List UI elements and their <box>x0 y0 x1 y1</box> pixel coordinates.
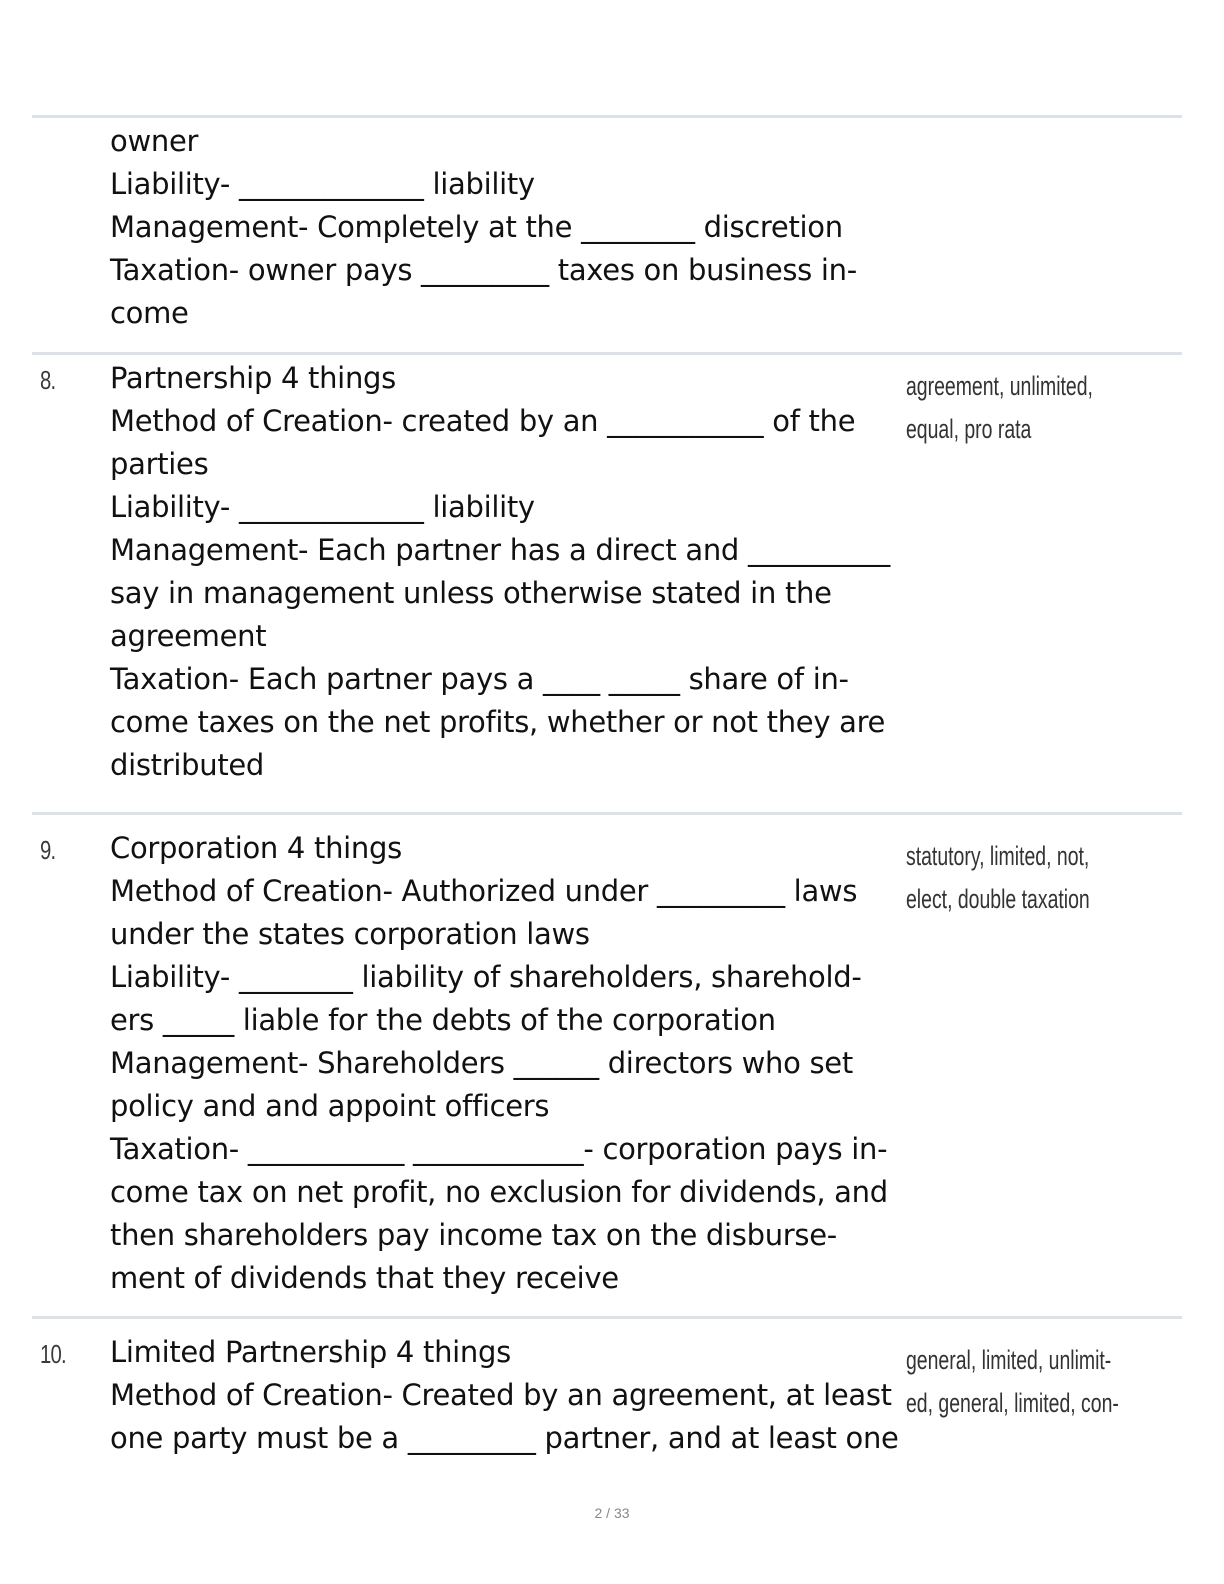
question-line: parties <box>110 447 209 481</box>
card-7-question <box>110 120 900 335</box>
card-number: 9. <box>40 835 56 865</box>
answer-line: elect, double taxation <box>906 884 1090 914</box>
question-line: Management- Each partner has a direct and __________ <box>110 533 890 567</box>
question-line: owner <box>110 124 199 158</box>
question-line: Method of Creation- Authorized under _________ laws <box>110 874 858 908</box>
card-number: 8. <box>40 365 56 395</box>
question-line: say in management unless otherwise stated in the <box>110 576 832 610</box>
question-line: Method of Creation- Created by an agreement, at least <box>110 1378 892 1412</box>
answer-line: agreement, unlimited, <box>906 371 1093 401</box>
question-line: ment of dividends that they receive <box>110 1261 619 1295</box>
question-line: Corporation 4 things <box>110 831 402 865</box>
question-line: Partnership 4 things <box>110 361 396 395</box>
question-line: Liability- ________ liability of shareholders, sharehold- <box>110 960 862 994</box>
question-line: Management- Completely at the ________ discretion <box>110 210 843 244</box>
question-line: Liability- _____________ liability <box>110 490 535 524</box>
divider <box>32 812 1182 815</box>
question-line: Taxation- Each partner pays a ____ _____ share of in- <box>110 662 849 696</box>
question-line: policy and and appoint officers <box>110 1089 550 1123</box>
card-10-answer <box>906 1339 1122 1425</box>
answer-line: ed, general, limited, con- <box>906 1388 1119 1418</box>
divider <box>32 115 1182 118</box>
question-line: come tax on net profit, no exclusion for dividends, and <box>110 1175 888 1209</box>
question-line: Method of Creation- created by an ___________ of the <box>110 404 856 438</box>
card-8-question <box>110 357 900 787</box>
question-line: come <box>110 296 189 330</box>
question-line: Liability- _____________ liability <box>110 167 535 201</box>
question-line: ers _____ liable for the debts of the corporation <box>110 1003 776 1037</box>
page-indicator: 2 / 33 <box>594 1505 630 1521</box>
question-line: come taxes on the net profits, whether or not they are <box>110 705 886 739</box>
divider <box>32 1316 1182 1319</box>
question-line: under the states corporation laws <box>110 917 590 951</box>
answer-line: statutory, limited, not, <box>906 841 1090 871</box>
question-line: Taxation- owner pays _________ taxes on business in- <box>110 253 857 287</box>
question-line: Limited Partnership 4 things <box>110 1335 511 1369</box>
card-9-answer <box>906 835 1122 921</box>
question-line: one party must be a _________ partner, and at least one <box>110 1421 899 1455</box>
question-line: agreement <box>110 619 267 653</box>
question-line: Management- Shareholders ______ directors who set <box>110 1046 853 1080</box>
answer-line: general, limited, unlimit- <box>906 1345 1112 1375</box>
card-number: 10. <box>40 1339 66 1369</box>
question-line: Taxation- ___________ ____________- corporation pays in- <box>110 1132 888 1166</box>
card-10-question <box>110 1331 900 1460</box>
card-9-question <box>110 827 900 1300</box>
question-line: distributed <box>110 748 265 782</box>
answer-line: equal, pro rata <box>906 414 1032 444</box>
question-line: then shareholders pay income tax on the disburse- <box>110 1218 837 1252</box>
card-8-answer <box>906 365 1122 451</box>
divider <box>32 352 1182 355</box>
